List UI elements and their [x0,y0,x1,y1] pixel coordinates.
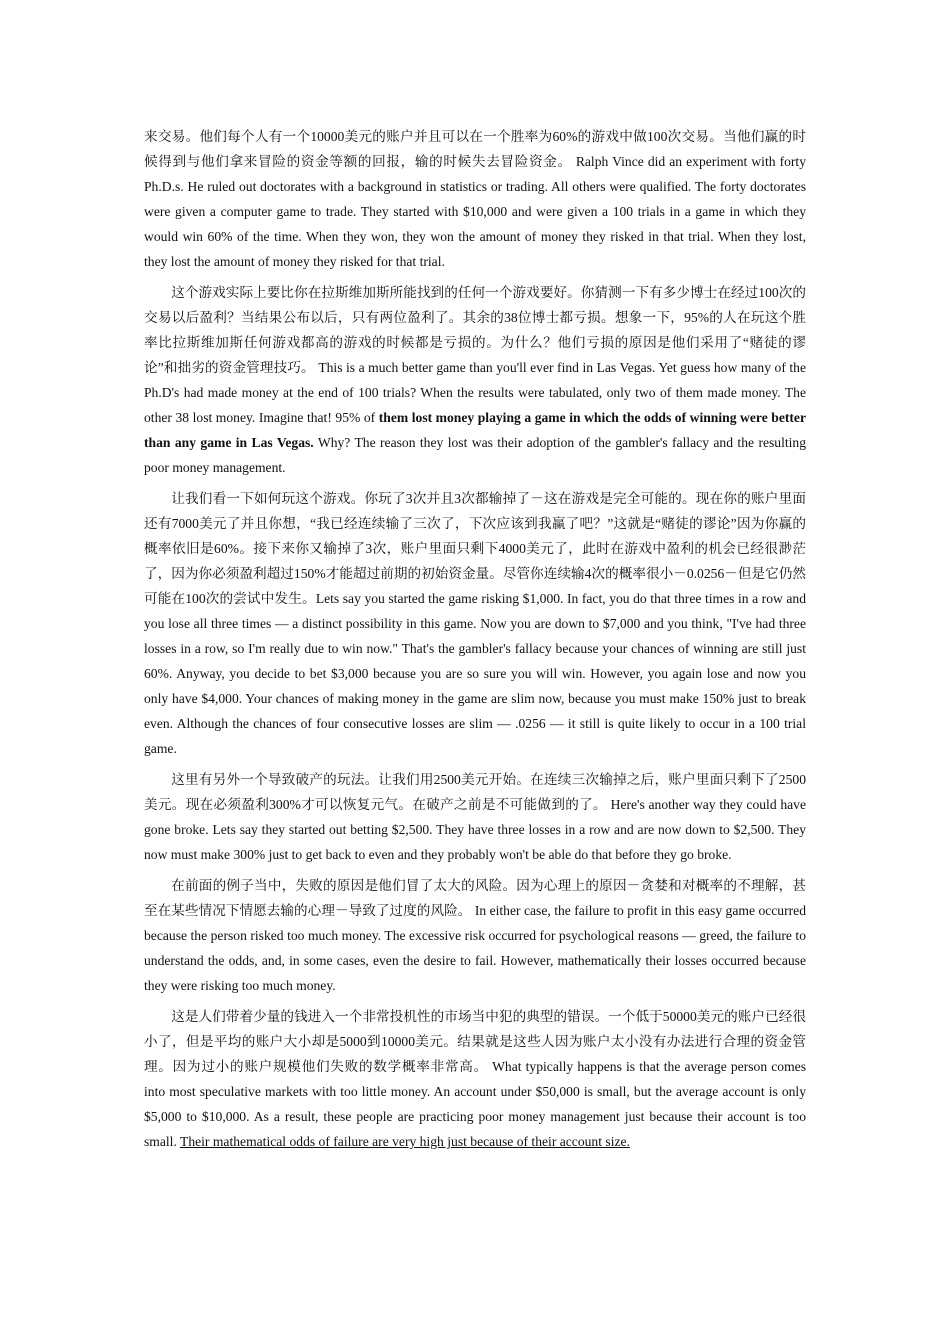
paragraph-en-text: Ralph Vince did an experiment with forty Ph.D.s. He ruled out doctorates with a background in statistics or trading. All others were qualified. The forty doctorates were given a computer game to trade. They started with $10,000 and were given a 100 trials in a game in which they would win 60% of the time. When they won, they won the amount of money they risked in that trial. When they lost, they lost the amount of money they risked for that trial. [144,154,807,269]
paragraph-zh-text: 这是人们带着少量的钱进入一个非常投机性的市场当中犯的典型的错误。一个低于50000美元的账户已经很小了，但是平均的账户大小却是5000到10000美元。结果就是这些人因为账户太小没有办法进行合理的资金管理。因为过小的账户规模他们失败的数学概率非常高。 [144,1009,806,1074]
paragraph-en-text: What typically happens is that the average person comes into most speculative markets with too little money. An account under $50,000 is small, but the average account is only $5,000 to $10,000. As a result, these people are practicing poor money management just because their account is too small. [144,1059,806,1149]
paragraph-excessive-risk [144,873,806,998]
paragraph-zh-text: 这里有另外一个导致破产的玩法。让我们用2500美元开始。在连续三次输掉之后，账户里面只剩下了2500美元。现在必须盈利300%才可以恢复元气。在破产之前是不可能做到的了。 [144,772,806,812]
paragraph-zh-text: 让我们看一下如何玩这个游戏。你玩了3次并且3次都输掉了－这在游戏是完全可能的。现在你的账户里面还有7000美元了并且你想，“我已经连续输了三次了，下次应该到我赢了吧？”这就是“赌徒的谬论”因为你赢的概率依旧是60%。接下来你又输掉了3次，账户里面只剩下4000美元了，此时在游戏中盈利的机会已经很渺茫了，因为你必须盈利超过150%才能超过前期的初始资金量。尽管你连续输4次的概率很小－0.0256－但是它仍然可能在100次的尝试中发生。 [144,491,806,606]
paragraph-en-text: Here's another way they could have gone broke. Lets say they started out betting $2,500. They have three losses in a row and are now down to $2,500. They now must make 300% just to get back to even and they probably won't be able do that before they go broke. [144,797,806,862]
paragraph-en-bold-text: them lost money playing a game in which the odds of winning were better than any game in Las Vegas. [144,410,806,450]
paragraph-en-underlined-text: Their mathematical odds of failure are very high just because of their account size. [180,1134,630,1149]
paragraph-account-size [144,1004,806,1154]
paragraph-en-text: In either case, the failure to profit in this easy game occurred because the person risked too much money. The excessive risk occurred for psychological reasons — greed, the failure to understand the odds, and, in some cases, even the desire to fail. However, mathematically their losses occurred because they were risking too much money. [144,903,806,993]
paragraph-en-text: Why? The reason they lost was their adoption of the gambler's fallacy and the resulting poor money management. [144,435,807,475]
paragraph-experiment [144,124,806,274]
paragraph-en-text: Lets say you started the game risking $1,000. In fact, you do that three times in a row and you lose all three times — a distinct possibility in this game. Now you are down to $7,000 and you think, "I've had three losses in a row, so I'm really due to win now." That's the gambler's fallacy because your chances of winning are still just 60%. Anyway, you decide to bet $3,000 because you are so sure you will win. However, you again lose and now you only have $4,000. Your chances of making money in the game are slim now, because you must make 150% just to break even. Although the chances of four consecutive losses are slim — .0256 — it still is quite likely to occur in a 100 trial game. [144,591,806,756]
paragraph-zh-text: 这个游戏实际上要比你在拉斯维加斯所能找到的任何一个游戏要好。你猜测一下有多少博士在经过100次的交易以后盈利？当结果公布以后，只有两位盈利了。其余的38位博士都亏损。想象一下，95%的人在玩这个胜率比拉斯维加斯任何游戏都高的游戏的时候都是亏损的。为什么？他们亏损的原因是他们采用了“赌徒的谬论”和拙劣的资金管理技巧。 [144,285,806,375]
paragraph-gamblers-fallacy [144,486,806,761]
paragraph-zh-text: 在前面的例子当中，失败的原因是他们冒了太大的风险。因为心理上的原因－贪婪和对概率的不理解，甚至在某些情况下情愿去输的心理－导致了过度的风险。 [144,878,806,918]
paragraph-en-text: This is a much better game than you'll ever find in Las Vegas. Yet guess how many of the Ph.D's had made money at the end of 100 trials? When the results were tabulated, only two of them made money. The other 38 lost money. Imagine that! 95% of [144,360,806,425]
paragraph-another-way [144,767,806,867]
document-page [144,124,806,1160]
paragraph-zh-text: 来交易。他们每个人有一个10000美元的账户并且可以在一个胜率为60%的游戏中做100次交易。当他们赢的时候得到与他们拿来冒险的资金等额的回报，输的时候失去冒险资金。 [144,129,806,169]
paragraph-results [144,280,806,480]
